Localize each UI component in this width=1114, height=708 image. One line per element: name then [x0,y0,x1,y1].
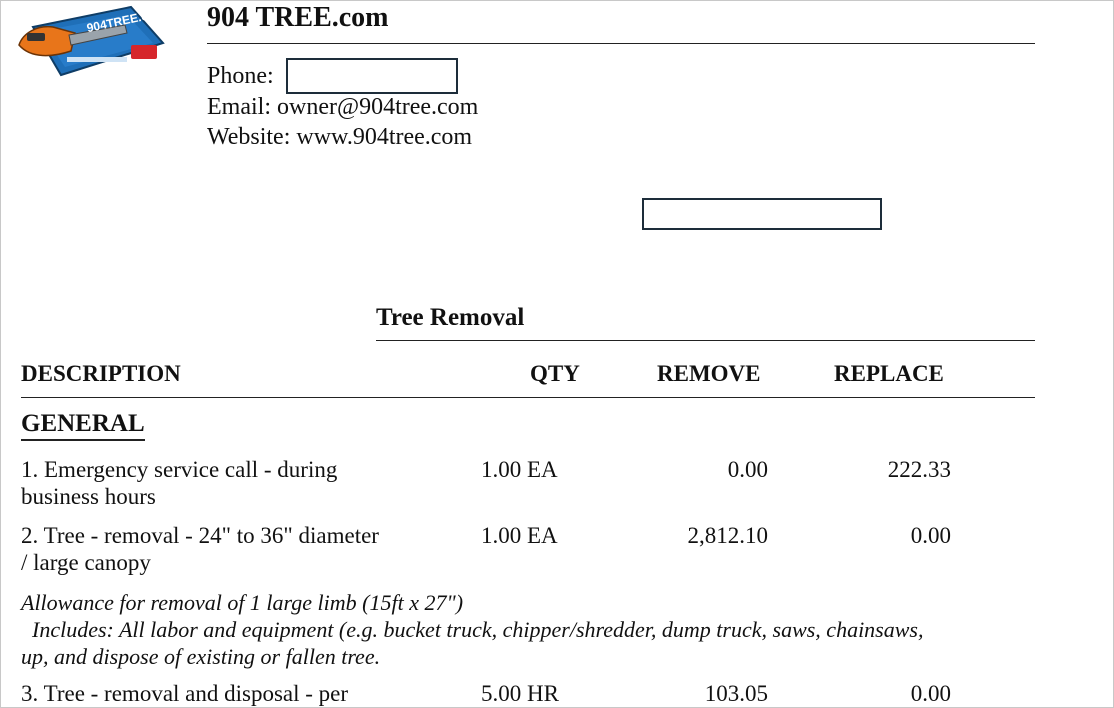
item-qty: 5.00 HR [481,681,559,706]
email-line: Email: owner@904tree.com [207,94,479,120]
item-note: Allowance for removal of 1 large limb (15ft x 27") [21,590,464,615]
item-note: up, and dispose of existing or fallen tree. [21,644,381,669]
item-replace: 222.33 [887,457,951,482]
item-description: 1. Emergency service call - during business hours [21,457,338,509]
phone-label: Phone: [207,63,274,89]
item-replace: 0.00 [910,523,951,548]
column-header-description: DESCRIPTION [21,361,181,386]
columns-rule [21,397,1035,398]
item-replace: 0.00 [910,681,951,706]
item-remove: 0.00 [727,457,768,482]
company-logo [13,3,171,81]
item-remove: 2,812.10 [687,523,768,548]
column-header-remove: REMOVE [657,361,761,386]
group-label: GENERAL [21,409,145,441]
redacted-phone [286,58,458,94]
header-rule [207,43,1035,44]
redacted-field [642,198,882,230]
item-note: Includes: All labor and equipment (e.g. bucket truck, chipper/shredder, dump truck, saws, chainsaws, [21,617,924,642]
website-line: Website: www.904tree.com [207,124,473,150]
section-rule [376,340,1035,341]
item-qty: 1.00 EA [481,523,558,548]
section-title: Tree Removal [376,304,525,331]
column-header-qty: QTY [530,361,580,386]
item-qty: 1.00 EA [481,457,558,482]
column-header-replace: REPLACE [834,361,944,386]
company-name: 904 TREE.com [207,2,389,33]
item-description: 3. Tree - removal and disposal - per [21,681,349,706]
logo-text: 904TREE.com [85,4,167,36]
item-remove: 103.05 [704,681,768,706]
phone-line [207,61,274,91]
item-description: 2. Tree - removal - 24" to 36" diameter / large canopy [21,523,379,575]
